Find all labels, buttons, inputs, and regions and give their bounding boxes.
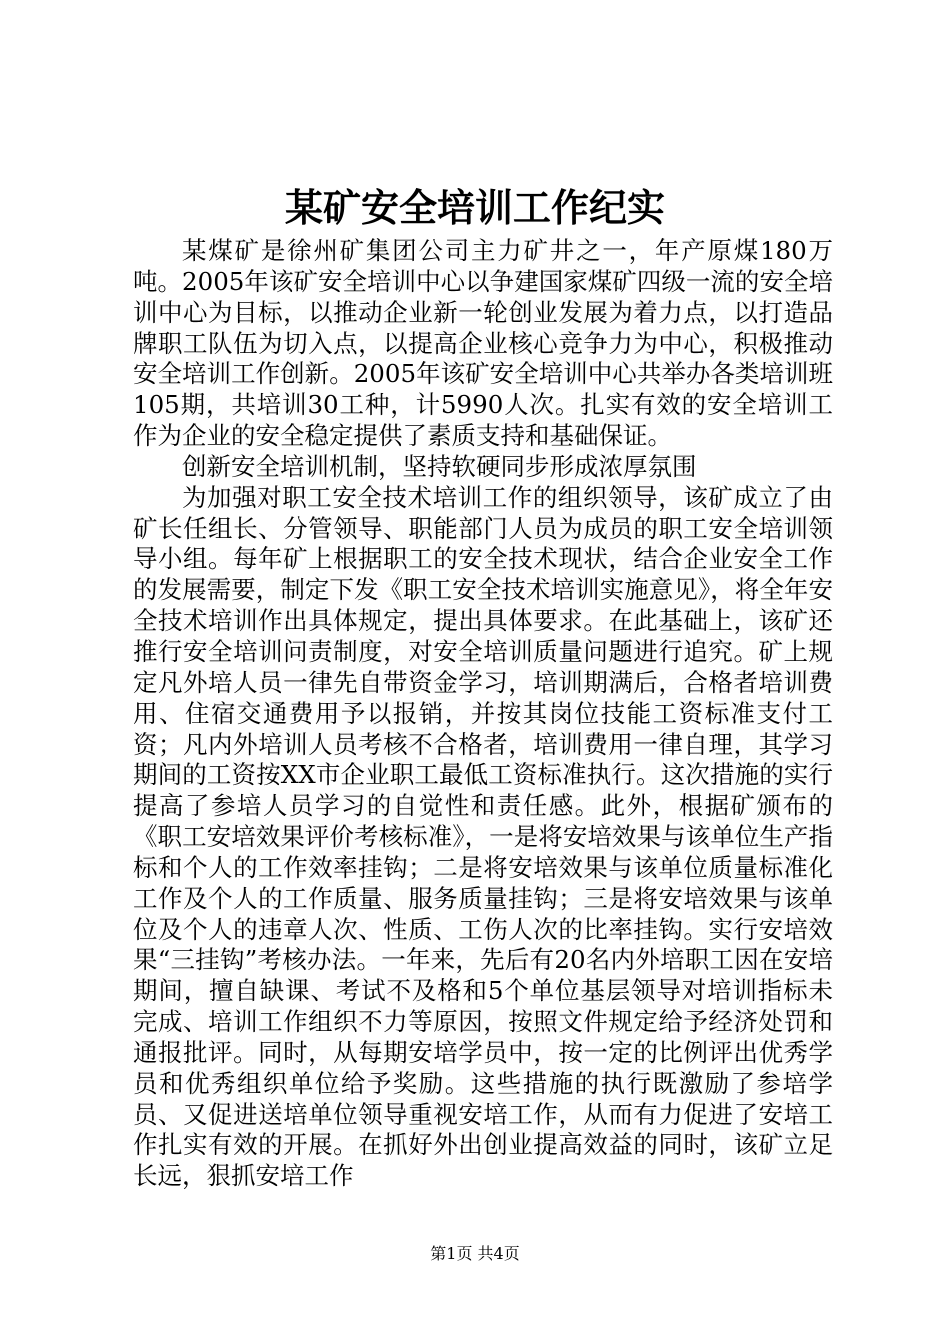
section-heading: 创新安全培训机制，坚持软硬同步形成浓厚氛围 bbox=[182, 451, 697, 481]
paragraph-main: 为加强对职工安全技术培训工作的组织领导，该矿成立了由矿长任组长、分管领导、职能部门人员为成员的职工安全培训领导小组。每年矿上根据职工的安全技术现状，结合企业安全工作的发展需要，制定下发《职工安全技术培训实施意见》，将全年安全技术培训作出具体规定，提出具体要求。在此基础上，该矿还推行安全培训问责制度，对安全培训质量问题进行追究。矿上规定凡外培人员一律先自带资金学习，培训期满后，合格者培训费用、住宿交通费用予以报销，并按其岗位技能工资标准支付工资；凡内外培训人员考核不合格者，培训费用一律自理，其学习期间的工资按XX市企业职工最低工资标准执行。这次措施的实行提高了参培人员学习的自觉性和责任感。此外，根据矿颁布的《职工安培效果评价考核标准》，一是将安培效果与该单位生产指标和个人的工作效率挂钩；二是将安培效果与该单位质量标准化工作及个人的工作质量、服务质量挂钩；三是将安培效果与该单位及个人的违章人次、性质、工伤人次的比率挂钩。实行安培效果“三挂钩”考核办法。一年来，先后有20名内外培职工因在安培期间，擅自缺课、考试不及格和5个单位基层领导对培训指标未完成、培训工作组织不力等原因，按照文件规定给予经济处罚和通报批评。同时，从每期安培学员中，按一定的比例评出优秀学员和优秀组织单位给予奖励。这些措施的执行既激励了参培学员、又促进送培单位领导重视安培工作，从而有力促进了安培工作扎实有效的开展。在抓好外出创业提高效益的同时，该矿立足长远，狠抓安培工作 bbox=[133, 482, 833, 1191]
document-body bbox=[133, 236, 833, 1192]
paragraph-intro: 某煤矿是徐州矿集团公司主力矿井之一，年产原煤180万吨。2005年该矿安全培训中心以争建国家煤矿四级一流的安全培训中心为目标，以推动企业新一轮创业发展为着力点，以打造品牌职工队伍为切入点，以提高企业核心竞争力为中心，积极推动安全培训工作创新。2005年该矿安全培训中心共举办各类培训班105期，共培训30工种，计5990人次。扎实有效的安全培训工作为企业的安全稳定提供了素质支持和基础保证。 bbox=[133, 236, 833, 451]
page-footer: 第1页 共4页 bbox=[430, 1244, 520, 1263]
document-title: 某矿安全培训工作纪实 bbox=[284, 185, 665, 230]
